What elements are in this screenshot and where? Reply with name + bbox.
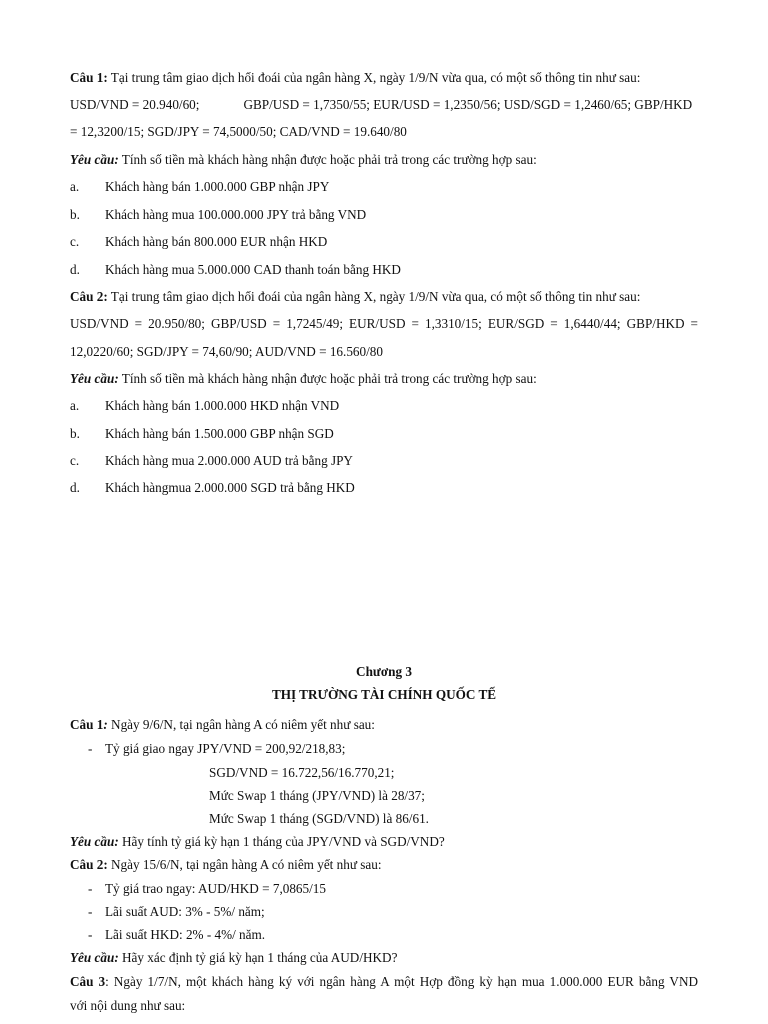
q1-req-text: Tính số tiền mà khách hàng nhận được hoặc phải trả trong các trường hợp sau: — [118, 152, 537, 167]
q1-intro — [70, 70, 698, 86]
s2-q2-intro — [70, 857, 698, 873]
s2-q1-requirement — [70, 834, 698, 850]
s2-q3-text: : Ngày 1/7/N, một khách hàng ký với ngân hàng A một Hợp đồng kỳ hạn mua 1.000.000 EUR bằng VND — [105, 974, 698, 989]
list-item-label: c. — [70, 453, 80, 468]
list-item-label: c. — [70, 234, 80, 249]
indented-text: Mức Swap 1 tháng (SGD/VND) là 86/61. — [209, 811, 429, 826]
q2-text: Tại trung tâm giao dịch hối đoái của ngân hàng X, ngày 1/9/N vừa qua, có một số thông tin như sau: — [107, 289, 641, 304]
q1-req-label: Yêu cầu: — [70, 152, 119, 167]
list-item-text: Khách hàngmua 2.000.000 SGD trả bằng HKD — [105, 480, 355, 495]
list-item-label: b. — [70, 207, 80, 222]
s2-q3-intro — [70, 974, 698, 990]
list-item-text: Khách hàng bán 1.000.000 GBP nhận JPY — [105, 179, 330, 194]
s2-q3-label: Câu 3 — [70, 974, 106, 989]
s2-q2-req-label: Yêu cầu: — [70, 950, 119, 965]
q2-intro — [70, 289, 698, 305]
s2-q2-requirement — [70, 950, 698, 966]
q2-label: Câu 2: — [70, 289, 108, 304]
s2-q1-colon: : — [103, 717, 108, 732]
bullet-text: Lãi suất AUD: 3% - 5%/ năm; — [105, 904, 265, 919]
chapter-number: Chương 3 — [356, 664, 412, 679]
q1-text: Tại trung tâm giao dịch hối đoái của ngân hàng X, ngày 1/9/N vừa qua, có một số thông tin như sau: — [107, 70, 641, 85]
list-item-text: Khách hàng mua 5.000.000 CAD thanh toán bằng HKD — [105, 262, 401, 277]
q2-req-label: Yêu cầu: — [70, 371, 119, 386]
s2-q1-req-label: Yêu cầu: — [70, 834, 119, 849]
s2-q1-req-text: Hãy tính tỷ giá kỳ hạn 1 tháng của JPY/VND và SGD/VND? — [118, 834, 445, 849]
q2-rates-line1: USD/VND = 20.950/80; GBP/USD = 1,7245/49; EUR/USD = 1,3310/15; EUR/SGD = 1,6440/44; GBP/HKD = — [70, 316, 698, 331]
list-item-label: a. — [70, 179, 80, 194]
q2-requirement — [70, 371, 698, 387]
list-item-label: d. — [70, 262, 80, 277]
list-item-text: Khách hàng bán 1.000.000 HKD nhận VND — [105, 398, 340, 413]
list-item-text: Khách hàng mua 100.000.000 JPY trả bằng VND — [105, 207, 367, 222]
q2-rates-line2: 12,0220/60; SGD/JPY = 74,60/90; AUD/VND = 16.560/80 — [70, 344, 383, 359]
s2-q2-req-text: Hãy xác định tỷ giá kỳ hạn 1 tháng của AUD/HKD? — [118, 950, 398, 965]
bullet-text: Tỷ giá giao ngay JPY/VND = 200,92/218,83; — [105, 741, 346, 756]
s2-q3-line2: với nội dung như sau: — [70, 998, 186, 1013]
chapter-title: THỊ TRƯỜNG TÀI CHÍNH QUỐC TẾ — [271, 687, 497, 702]
s2-q2-label: Câu 2: — [70, 857, 108, 872]
q1-rates-line1 — [70, 97, 698, 113]
s2-q1-text: Ngày 9/6/N, tại ngân hàng A có niêm yết như sau: — [107, 717, 375, 732]
q1-label: Câu 1: — [70, 70, 108, 85]
list-item-text: Khách hàng bán 1.500.000 GBP nhận SGD — [105, 426, 334, 441]
s2-q1-label: Câu 1 — [70, 717, 104, 732]
dash-marker: - — [88, 927, 93, 942]
bullet-text: Lãi suất HKD: 2% - 4%/ năm. — [105, 927, 266, 942]
list-item-label: a. — [70, 398, 80, 413]
s2-q1-intro — [70, 717, 698, 733]
dash-marker: - — [88, 741, 93, 756]
indented-text: Mức Swap 1 tháng (JPY/VND) là 28/37; — [209, 788, 425, 803]
q1-rates-part2: GBP/USD = 1,7350/55; EUR/USD = 1,2350/56; USD/SGD = 1,2460/65; GBP/HKD — [243, 97, 693, 112]
dash-marker: - — [88, 904, 93, 919]
s2-q2-text: Ngày 15/6/N, tại ngân hàng A có niêm yết như sau: — [107, 857, 382, 872]
list-item-label: b. — [70, 426, 80, 441]
list-item-text: Khách hàng mua 2.000.000 AUD trả bằng JPY — [105, 453, 353, 468]
bullet-text: Tỷ giá trao ngay: AUD/HKD = 7,0865/15 — [105, 881, 326, 896]
q1-rates-part1: USD/VND = 20.940/60; — [70, 97, 200, 112]
q1-requirement — [70, 152, 698, 168]
indented-text: SGD/VND = 16.722,56/16.770,21; — [209, 765, 395, 780]
list-item-label: d. — [70, 480, 80, 495]
q2-req-text: Tính số tiền mà khách hàng nhận được hoặc phải trả trong các trường hợp sau: — [118, 371, 537, 386]
q1-rates-line2: = 12,3200/15; SGD/JPY = 74,5000/50; CAD/VND = 19.640/80 — [70, 124, 407, 139]
list-item-text: Khách hàng bán 800.000 EUR nhận HKD — [105, 234, 328, 249]
dash-marker: - — [88, 881, 93, 896]
